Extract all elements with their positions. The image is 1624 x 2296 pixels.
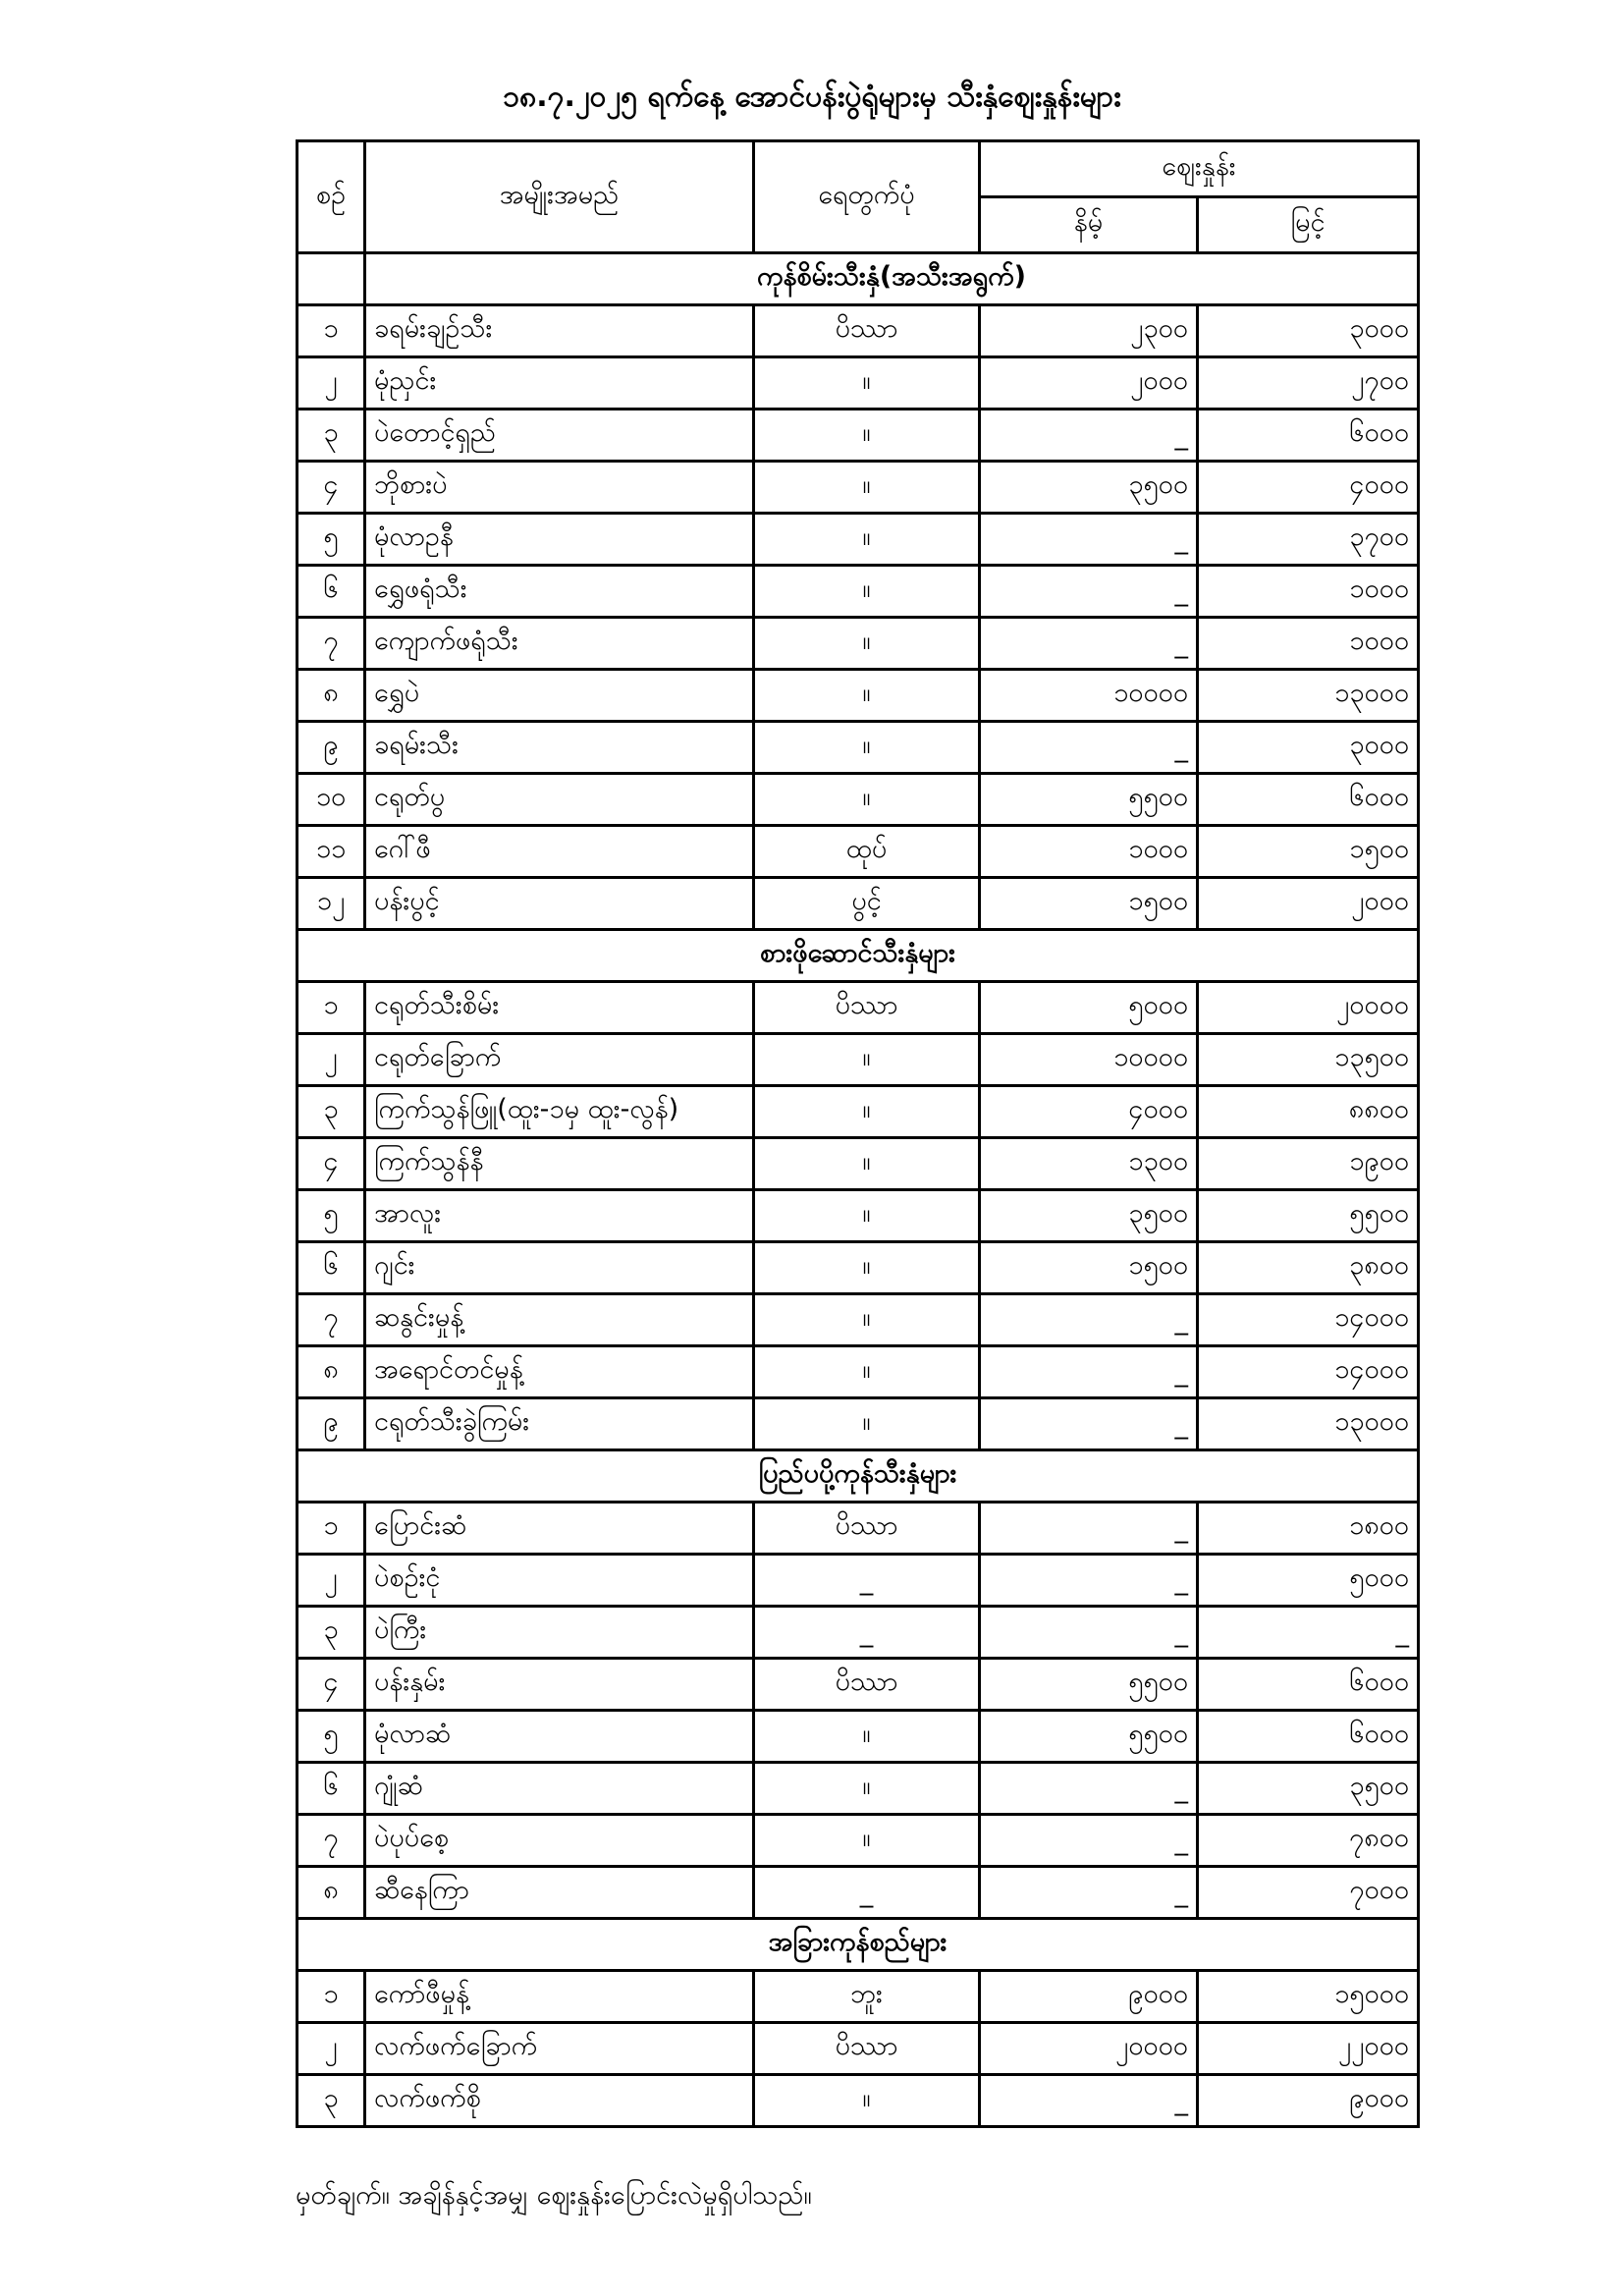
item-name: ရွှေပဲ: [365, 670, 754, 722]
row-number: ၃: [298, 410, 365, 462]
row-number: ၁: [298, 1503, 365, 1555]
table-row: [298, 1034, 1419, 1086]
price-high: ၅၅၀၀: [1198, 1190, 1419, 1242]
table-body: [298, 253, 1419, 2127]
table-row: [298, 1190, 1419, 1242]
price-low: ၁၃၀၀: [980, 1138, 1198, 1190]
item-name: အာလူး: [365, 1190, 754, 1242]
row-number: ၅: [298, 1190, 365, 1242]
footnote: မှတ်ချက်။ အချိန်နှင့်အမျှ ဈေးနှုန်းပြောင်းလဲမှုရှိပါသည်။: [296, 2180, 812, 2211]
price-high: ၃၈၀၀: [1198, 1242, 1419, 1294]
price-high: ၁၄၀၀၀: [1198, 1294, 1419, 1346]
row-number: ၁၁: [298, 826, 365, 878]
unit-of-measure: ပိဿာ: [754, 1503, 980, 1555]
item-name: လက်ဖက်စို: [365, 2075, 754, 2127]
item-name: ပဲစဉ်းငုံ: [365, 1555, 754, 1607]
unit-of-measure: _: [754, 1607, 980, 1659]
section-title: ကုန်စိမ်းသီးနှံ(အသီးအရွက်): [365, 253, 1419, 305]
item-name: ဂျင်း: [365, 1242, 754, 1294]
unit-of-measure: ။: [754, 514, 980, 566]
row-number: ၇: [298, 618, 365, 670]
table-row: [298, 1555, 1419, 1607]
price-high: _: [1198, 1607, 1419, 1659]
row-number: ၄: [298, 1138, 365, 1190]
unit-of-measure: ပွင့်: [754, 878, 980, 930]
header-unit: ရေတွက်ပုံ: [754, 141, 980, 253]
row-number: ၆: [298, 1763, 365, 1815]
unit-of-measure: ။: [754, 1086, 980, 1138]
item-name: ခရမ်းသီး: [365, 722, 754, 774]
price-high: ၇၈၀၀: [1198, 1815, 1419, 1867]
row-number: ၃: [298, 1607, 365, 1659]
price-low: _: [980, 1867, 1198, 1919]
row-number: ၆: [298, 1242, 365, 1294]
table-row: [298, 1346, 1419, 1398]
item-name: အရောင်တင်မှုန့်: [365, 1346, 754, 1398]
price-high: ၆၀၀၀: [1198, 774, 1419, 826]
row-number: ၂: [298, 1034, 365, 1086]
table-row: [298, 514, 1419, 566]
price-low: _: [980, 2075, 1198, 2127]
row-number: ၁: [298, 305, 365, 357]
price-low: _: [980, 722, 1198, 774]
table-row: [298, 1867, 1419, 1919]
item-name: ပဲပုပ်စေ့: [365, 1815, 754, 1867]
header-high: မြင့်: [1198, 197, 1419, 253]
section-header-row: [298, 253, 1419, 305]
table-row: [298, 1398, 1419, 1450]
table-row: [298, 670, 1419, 722]
item-name: ခရမ်းချဉ်သီး: [365, 305, 754, 357]
row-number: ၈: [298, 1867, 365, 1919]
unit-of-measure: ။: [754, 357, 980, 410]
item-name: ကော်ဖီမှုန့်: [365, 1971, 754, 2023]
price-table: [296, 139, 1420, 2128]
table-row: [298, 1763, 1419, 1815]
section-title: ပြည်ပပို့ကုန်သီးနှံများ: [298, 1450, 1419, 1503]
section-header-row: [298, 1919, 1419, 1971]
item-name: ပဲကြီး: [365, 1607, 754, 1659]
price-low: ၃၅၀၀: [980, 462, 1198, 514]
price-high: ၃၇၀၀: [1198, 514, 1419, 566]
unit-of-measure: ပိဿာ: [754, 982, 980, 1034]
unit-of-measure: ထုပ်: [754, 826, 980, 878]
price-high: ၂၀၀၀၀: [1198, 982, 1419, 1034]
item-name: ဘိုစားပဲ: [365, 462, 754, 514]
unit-of-measure: ။: [754, 2075, 980, 2127]
price-high: ၁၈၀၀: [1198, 1503, 1419, 1555]
price-high: ၃၅၀၀: [1198, 1763, 1419, 1815]
table-row: [298, 618, 1419, 670]
table-row: [298, 410, 1419, 462]
price-low: ၉၀၀၀: [980, 1971, 1198, 2023]
row-number: ၈: [298, 670, 365, 722]
item-name: ကျောက်ဖရုံသီး: [365, 618, 754, 670]
table-row: [298, 2023, 1419, 2075]
price-low: _: [980, 1294, 1198, 1346]
item-name: မုံညှင်း: [365, 357, 754, 410]
table-row: [298, 1971, 1419, 2023]
unit-of-measure: ။: [754, 566, 980, 618]
section-blank-cell: [298, 253, 365, 305]
unit-of-measure: ။: [754, 1294, 980, 1346]
row-number: ၉: [298, 722, 365, 774]
item-name: ငရုတ်ပွ: [365, 774, 754, 826]
price-low: _: [980, 1346, 1198, 1398]
unit-of-measure: ။: [754, 670, 980, 722]
price-low: ၅၅၀၀: [980, 1659, 1198, 1711]
price-low: ၁၅၀၀: [980, 878, 1198, 930]
row-number: ၂: [298, 1555, 365, 1607]
price-low: _: [980, 410, 1198, 462]
table-row: [298, 1086, 1419, 1138]
item-name: ငရုတ်ခြောက်: [365, 1034, 754, 1086]
item-name: ပြောင်းဆံ: [365, 1503, 754, 1555]
table-row: [298, 462, 1419, 514]
table-row: [298, 1711, 1419, 1763]
item-name: ပန်းပွင့်: [365, 878, 754, 930]
table-row: [298, 1503, 1419, 1555]
table-row: [298, 982, 1419, 1034]
unit-of-measure: ။: [754, 410, 980, 462]
price-low: _: [980, 1398, 1198, 1450]
item-name: ဆီနေကြာ: [365, 1867, 754, 1919]
item-name: ဂေါ်ဖီ: [365, 826, 754, 878]
header-no: စဉ်: [298, 141, 365, 253]
table-row: [298, 878, 1419, 930]
table-row: [298, 305, 1419, 357]
price-high: ၆၀၀၀: [1198, 410, 1419, 462]
item-name: ငရုတ်သီးခွဲကြမ်း: [365, 1398, 754, 1450]
price-high: ၁၅၀၀၀: [1198, 1971, 1419, 2023]
row-number: ၈: [298, 1346, 365, 1398]
row-number: ၁၂: [298, 878, 365, 930]
unit-of-measure: ။: [754, 722, 980, 774]
unit-of-measure: ။: [754, 1034, 980, 1086]
table-row: [298, 1242, 1419, 1294]
header-name: အမျိုးအမည်: [365, 141, 754, 253]
price-low: ၃၅၀၀: [980, 1190, 1198, 1242]
price-low: ၅၅၀၀: [980, 774, 1198, 826]
price-low: ၁၀၀၀၀: [980, 670, 1198, 722]
row-number: ၄: [298, 462, 365, 514]
price-low: ၁၀၀၀၀: [980, 1034, 1198, 1086]
price-high: ၁၃၀၀၀: [1198, 1398, 1419, 1450]
row-number: ၂: [298, 357, 365, 410]
item-name: ပဲတောင့်ရှည်: [365, 410, 754, 462]
section-title: စားဖိုဆောင်သီးနှံများ: [298, 930, 1419, 982]
header-low: နိမ့်: [980, 197, 1198, 253]
item-name: မုံလာဥနီ: [365, 514, 754, 566]
unit-of-measure: ပိဿာ: [754, 305, 980, 357]
price-high: ၃၀၀၀: [1198, 722, 1419, 774]
price-high: ၁၀၀၀: [1198, 566, 1419, 618]
table-row: [298, 566, 1419, 618]
table-row: [298, 722, 1419, 774]
price-high: ၄၀၀၀: [1198, 462, 1419, 514]
item-name: ရွှေဖရုံသီး: [365, 566, 754, 618]
row-number: ၉: [298, 1398, 365, 1450]
item-name: လက်ဖက်ခြောက်: [365, 2023, 754, 2075]
unit-of-measure: ။: [754, 1190, 980, 1242]
unit-of-measure: ။: [754, 774, 980, 826]
section-title: အခြားကုန်စည်များ: [298, 1919, 1419, 1971]
unit-of-measure: ။: [754, 462, 980, 514]
item-name: မုံလာဆံ: [365, 1711, 754, 1763]
table-row: [298, 357, 1419, 410]
price-high: ၂၀၀၀: [1198, 878, 1419, 930]
price-low: ၅၅၀၀: [980, 1711, 1198, 1763]
section-header-row: [298, 930, 1419, 982]
unit-of-measure: ။: [754, 1346, 980, 1398]
row-number: ၂: [298, 2023, 365, 2075]
price-high: ၅၀၀၀: [1198, 1555, 1419, 1607]
table-row: [298, 826, 1419, 878]
unit-of-measure: ။: [754, 1815, 980, 1867]
price-low: ၁၅၀၀: [980, 1242, 1198, 1294]
table-row: [298, 2075, 1419, 2127]
table-row: [298, 1659, 1419, 1711]
unit-of-measure: ။: [754, 1763, 980, 1815]
price-low: _: [980, 566, 1198, 618]
price-low: _: [980, 1503, 1198, 1555]
price-low: ၁၀၀၀: [980, 826, 1198, 878]
item-name: ငရုတ်သီးစိမ်း: [365, 982, 754, 1034]
price-low: _: [980, 618, 1198, 670]
price-high: ၁၃၀၀၀: [1198, 670, 1419, 722]
row-number: ၇: [298, 1294, 365, 1346]
page-title: ၁၈.၇.၂၀၂၅ ရက်နေ့ အောင်ပန်းပွဲရုံများမှ သီးနှံဈေးနှုန်းများ: [503, 80, 1121, 114]
price-high: ၃၀၀၀: [1198, 305, 1419, 357]
price-low: _: [980, 1607, 1198, 1659]
row-number: ၁: [298, 1971, 365, 2023]
row-number: ၅: [298, 514, 365, 566]
row-number: ၃: [298, 1086, 365, 1138]
unit-of-measure: ။: [754, 1398, 980, 1450]
row-number: ၃: [298, 2075, 365, 2127]
unit-of-measure: _: [754, 1867, 980, 1919]
header-price: ဈေးနှုန်း: [980, 141, 1419, 197]
price-high: ၁၉၀၀: [1198, 1138, 1419, 1190]
table-row: [298, 1607, 1419, 1659]
item-name: ဆနွင်းမှုန့်: [365, 1294, 754, 1346]
price-high: ၆၀၀၀: [1198, 1711, 1419, 1763]
item-name: ပန်းနှမ်း: [365, 1659, 754, 1711]
unit-of-measure: ။: [754, 1138, 980, 1190]
section-header-row: [298, 1450, 1419, 1503]
price-high: ၇၀၀၀: [1198, 1867, 1419, 1919]
price-high: ၂၇၀၀: [1198, 357, 1419, 410]
unit-of-measure: ပိဿာ: [754, 1659, 980, 1711]
row-number: ၆: [298, 566, 365, 618]
table-row: [298, 774, 1419, 826]
item-name: ကြက်သွန်ဖြူ(ထူး-၁မှ ထူး-လွန်): [365, 1086, 754, 1138]
table-row: [298, 1294, 1419, 1346]
price-low: ၂၃၀၀: [980, 305, 1198, 357]
price-high: ၁၃၅၀၀: [1198, 1034, 1419, 1086]
price-high: ၂၂၀၀၀: [1198, 2023, 1419, 2075]
row-number: ၅: [298, 1711, 365, 1763]
row-number: ၁၀: [298, 774, 365, 826]
price-low: _: [980, 1555, 1198, 1607]
unit-of-measure: ပိဿာ: [754, 2023, 980, 2075]
price-low: ၂၀၀၀၀: [980, 2023, 1198, 2075]
price-low: ၅၀၀၀: [980, 982, 1198, 1034]
price-low: _: [980, 514, 1198, 566]
table-row: [298, 1138, 1419, 1190]
unit-of-measure: ဘူး: [754, 1971, 980, 2023]
item-name: ဂျုံဆံ: [365, 1763, 754, 1815]
price-high: ၁၄၀၀၀: [1198, 1346, 1419, 1398]
row-number: ၇: [298, 1815, 365, 1867]
unit-of-measure: ။: [754, 1711, 980, 1763]
table-row: [298, 1815, 1419, 1867]
price-low: _: [980, 1763, 1198, 1815]
price-low: ၂၀၀၀: [980, 357, 1198, 410]
price-low: ၄၀၀၀: [980, 1086, 1198, 1138]
price-high: ၁၅၀၀: [1198, 826, 1419, 878]
row-number: ၄: [298, 1659, 365, 1711]
unit-of-measure: ။: [754, 618, 980, 670]
unit-of-measure: ။: [754, 1242, 980, 1294]
price-high: ၆၀၀၀: [1198, 1659, 1419, 1711]
unit-of-measure: _: [754, 1555, 980, 1607]
row-number: ၁: [298, 982, 365, 1034]
price-low: _: [980, 1815, 1198, 1867]
item-name: ကြက်သွန်နီ: [365, 1138, 754, 1190]
price-high: ၁၀၀၀: [1198, 618, 1419, 670]
price-high: ၈၈၀၀: [1198, 1086, 1419, 1138]
price-high: ၉၀၀၀: [1198, 2075, 1419, 2127]
